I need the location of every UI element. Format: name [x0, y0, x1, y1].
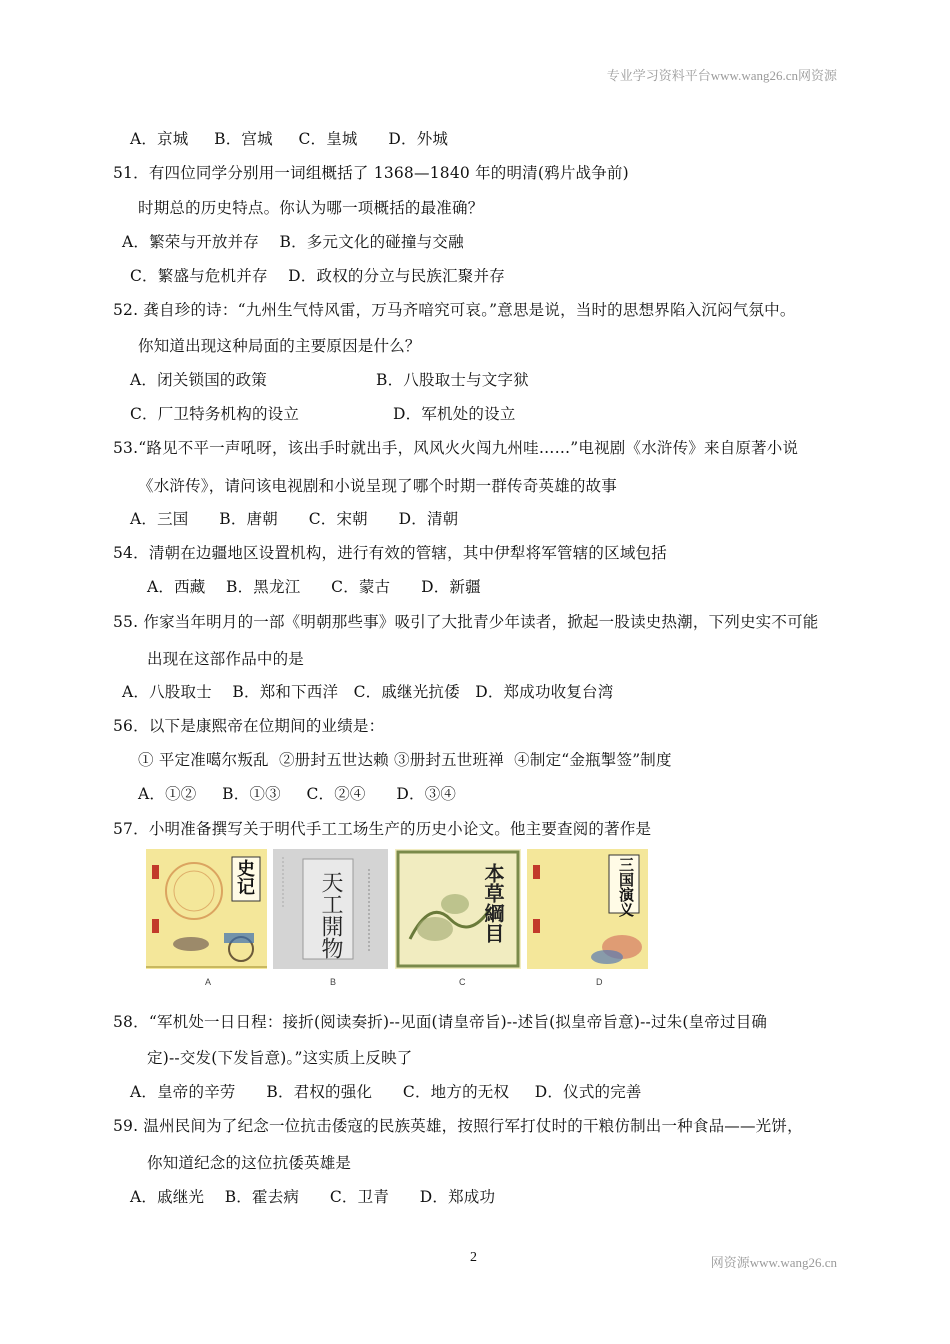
book-cover-bencao	[395, 849, 521, 969]
option-line: A．三国 B．唐朝 C．宋朝 D．清朝	[130, 510, 459, 528]
book-title-a: 史记	[234, 859, 255, 895]
page-header: 专业学习资料平台www.wang26.cn网资源	[606, 68, 837, 83]
option-line: A．皇帝的辛劳 B．君权的强化 C．地方的无权 D．仪式的完善	[130, 1083, 642, 1101]
book-cover-sanguo	[527, 849, 648, 969]
book-caption-d: D	[596, 977, 603, 987]
book-title-d: 三国演义	[617, 857, 635, 917]
question-52: 52. 龚自珍的诗：“九州生气恃风雷，万马齐喑究可哀。”意思是说，当时的思想界陷入沉闷气氛中。	[113, 301, 796, 319]
question-57: 57．小明准备撰写关于明代手工工场生产的历史小论文。他主要查阅的著作是	[113, 820, 652, 838]
option-line: A．闭关锁国的政策	[130, 371, 267, 389]
option-line: C．厂卫特务机构的设立	[130, 405, 300, 423]
option-line: A．西藏 B．黑龙江 C．蒙古 D．新疆	[147, 578, 481, 596]
book-title-c: 本草綱目	[481, 863, 505, 943]
option-line: B．八股取士与文字狱	[376, 371, 529, 389]
option-line: A．①② B．①③ C．②④ D．③④	[138, 785, 457, 803]
book-caption-b: B	[330, 977, 337, 987]
book-title-b: 天工開物	[318, 871, 343, 959]
option-line: A．繁荣与开放并存 B．多元文化的碰撞与交融	[122, 233, 464, 251]
book-cover-tiangong	[273, 849, 388, 969]
question-54: 54．清朝在边疆地区设置机构，进行有效的管辖，其中伊犁将军管辖的区域包括	[113, 544, 667, 562]
question-59: 59. 温州民间为了纪念一位抗击倭寇的民族英雄，按照行军打仗时的干粮仿制出一种食品——光饼，	[113, 1117, 803, 1135]
option-line: A．京城 B．宫城 C．皇城 D．外城	[130, 130, 449, 148]
question-58: 58．“军机处一日日程：接折(阅读奏折)--见面(请皇帝旨)--述旨(拟皇帝旨意)--过朱(皇帝过目确	[113, 1013, 768, 1031]
question-51: 51．有四位同学分别用一词组概括了 1368—1840 年的明清(鸦片战争前)	[113, 164, 629, 182]
option-line: A．戚继光 B．霍去病 C．卫青 D．郑成功	[130, 1188, 496, 1206]
option-line: A．八股取士 B．郑和下西洋 C．戚继光抗倭 D．郑成功收复台湾	[122, 683, 614, 701]
question-line: 《水浒传》，请问该电视剧和小说呈现了哪个时期一群传奇英雄的故事	[138, 477, 617, 495]
book-cover-shiji	[146, 849, 267, 969]
question-line: 你知道纪念的这位抗倭英雄是	[147, 1154, 352, 1172]
page-footer: 网资源www.wang26.cn	[710, 1255, 837, 1270]
option-line: D．军机处的设立	[393, 405, 516, 423]
question-line: 时期总的历史特点。你认为哪一项概括的最准确？	[138, 199, 484, 217]
question-56: 56．以下是康熙帝在位期间的业绩是：	[113, 717, 385, 735]
book-caption-c: C	[459, 977, 466, 987]
book-covers	[146, 849, 648, 969]
question-line: 定)--交发(下发旨意)。”这实质上反映了	[147, 1049, 413, 1067]
question-53: 53.“路见不平一声吼呀，该出手时就出手，风风火火闯九州哇……”电视剧《水浒传》来自原著小说	[113, 439, 799, 457]
question-55: 55. 作家当年明月的一部《明朝那些事》吸引了大批青少年读者，掀起一股读史热潮，下列史实不可能	[113, 613, 819, 631]
question-line: 你知道出现这种局面的主要原因是什么？	[138, 337, 421, 355]
question-line: 出现在这部作品中的是	[147, 650, 305, 668]
page-number: 2	[470, 1250, 477, 1265]
book-caption-a: A	[205, 977, 212, 987]
option-line: C．繁盛与危机并存 D．政权的分立与民族汇聚并存	[130, 267, 505, 285]
question-line: ① 平定准噶尔叛乱 ②册封五世达赖 ③册封五世班禅 ④制定“金瓶掣签”制度	[138, 751, 672, 769]
